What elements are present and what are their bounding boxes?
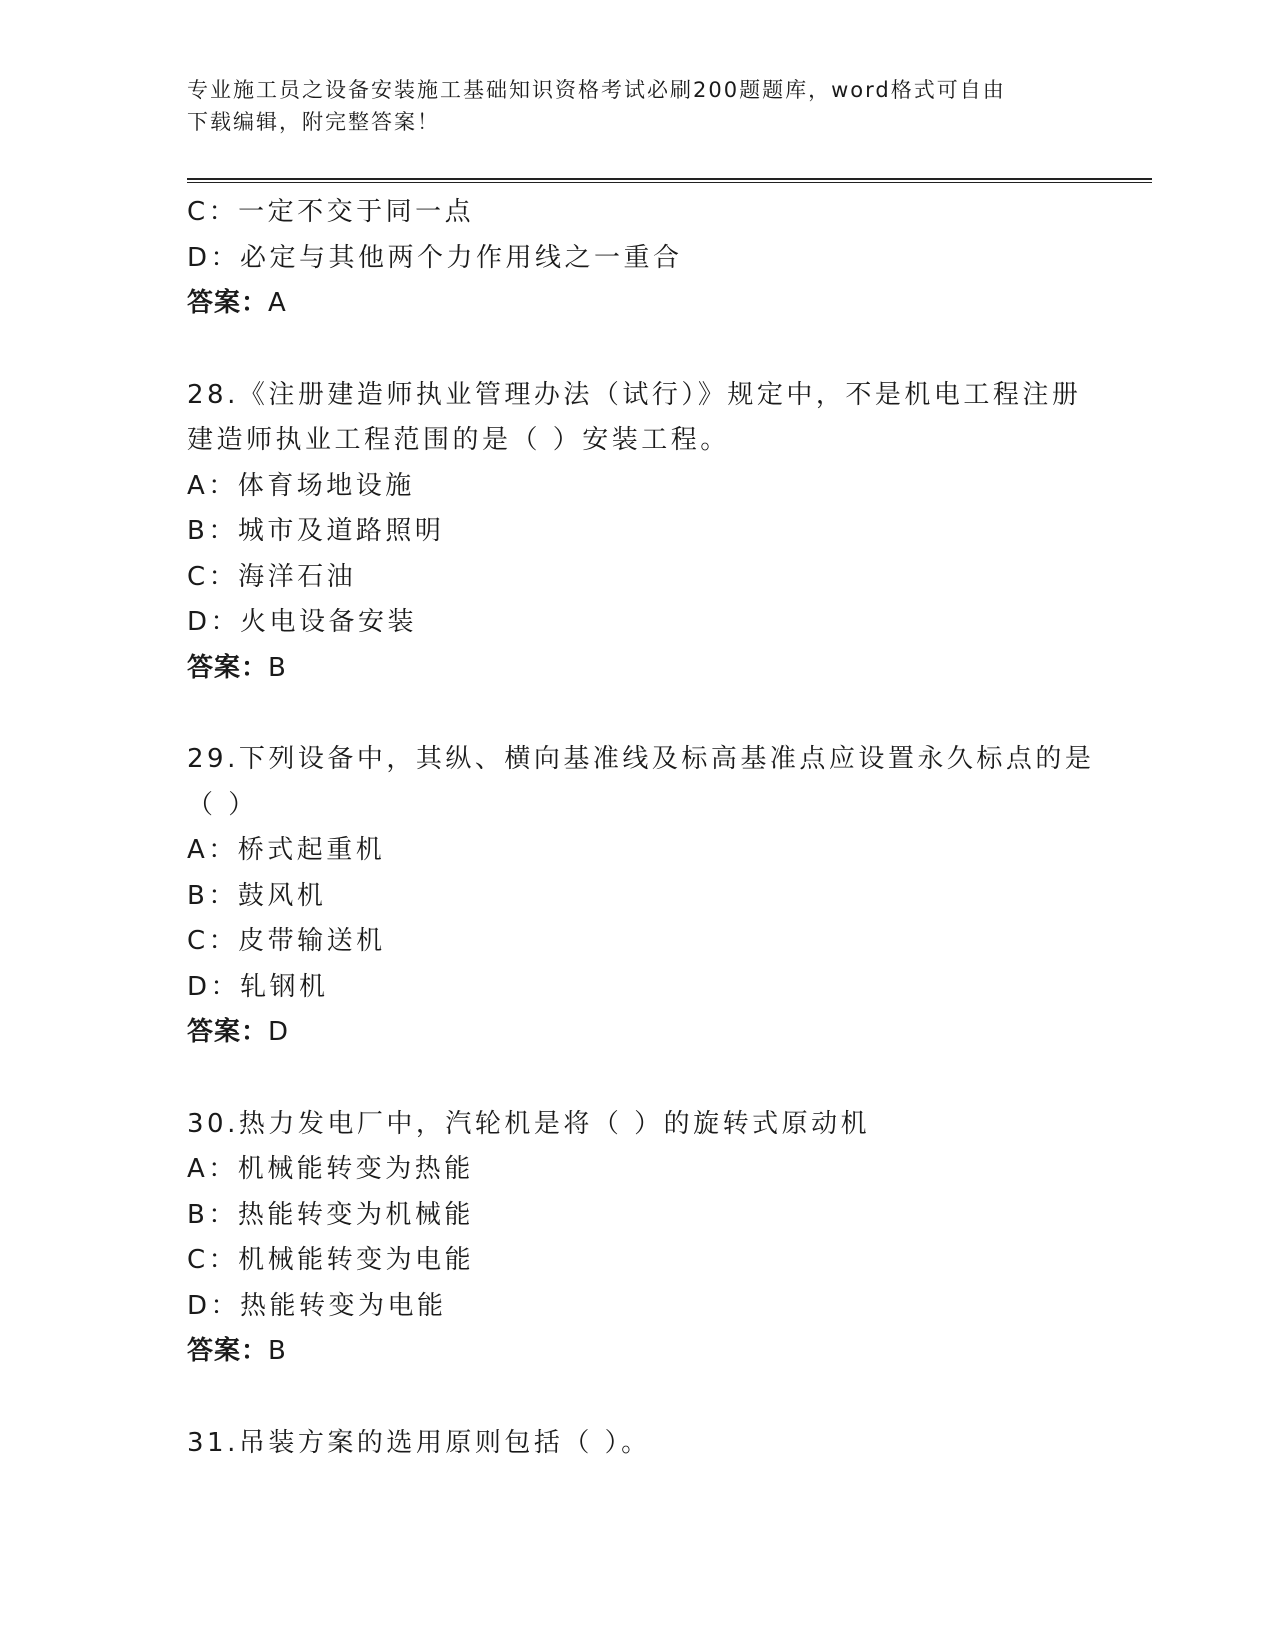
option-a: A：机械能转变为热能 [187, 1154, 474, 1184]
answer-label: 答案： [187, 652, 269, 683]
question-27-continued [187, 190, 1087, 327]
answer-value: A [268, 288, 287, 318]
option-d: D：火电设备安装 [187, 607, 418, 637]
option-c: C：机械能转变为电能 [187, 1245, 475, 1275]
spacer [187, 327, 1087, 373]
spacer [187, 691, 1087, 737]
option-b: B：城市及道路照明 [187, 516, 445, 546]
document-page [187, 0, 1157, 1650]
question-31 [187, 1421, 1087, 1467]
option-a: A：体育场地设施 [187, 470, 415, 501]
option-b: B：热能转变为机械能 [187, 1199, 474, 1230]
answer-value: B [268, 1336, 287, 1366]
question-stem-line-1: 30.热力发电厂中，汽轮机是将（ ）的旋转式原动机 [187, 1108, 871, 1139]
question-30 [187, 1102, 1087, 1375]
answer-label: 答案： [187, 1336, 269, 1366]
question-stem-line-2: （ ） [187, 789, 258, 820]
question-stem-line-1: 28.《注册建造师执业管理办法（试行）》规定中，不是机电工程注册 [187, 379, 1082, 410]
header-title-line-1: 专业施工员之设备安装施工基础知识资格考试必刷200题题库，word格式可自由 [187, 78, 1006, 102]
answer-line [187, 1010, 1087, 1056]
question-stem-line-1: 31.吊装方案的选用原则包括（ ）。 [187, 1427, 651, 1458]
answer-line [187, 646, 1087, 692]
question-29 [187, 737, 1095, 1056]
answer-line [187, 281, 1087, 327]
question-28 [187, 373, 1087, 692]
question-list [187, 190, 1095, 1466]
answer-line [187, 1329, 1087, 1375]
question-stem-line-1: 29.下列设备中，其纵、横向基准线及标高基准点应设置永久标点的是 [187, 744, 1095, 774]
option-d: D：热能转变为电能 [187, 1290, 447, 1321]
option-c: C：皮带输送机 [187, 926, 386, 956]
document-header [187, 74, 1087, 138]
option-d: D：轧钢机 [187, 971, 329, 1002]
option-c: C：海洋石油 [187, 561, 357, 592]
spacer [187, 1375, 1087, 1421]
question-stem-line-2: 建造师执业工程范围的是（ ）安装工程。 [187, 425, 730, 455]
header-divider [187, 178, 1152, 183]
answer-value: B [268, 652, 287, 683]
option-d: D：必定与其他两个力作用线之一重合 [187, 242, 683, 273]
answer-label: 答案： [187, 288, 269, 318]
option-c: C：一定不交于同一点 [187, 197, 475, 227]
option-b: B：鼓风机 [187, 880, 327, 911]
spacer [187, 1056, 1087, 1102]
answer-label: 答案： [187, 1017, 269, 1047]
option-a: A：桥式起重机 [187, 835, 386, 865]
answer-value: D [268, 1017, 290, 1047]
header-title-line-2: 下载编辑，附完整答案！ [187, 110, 440, 134]
